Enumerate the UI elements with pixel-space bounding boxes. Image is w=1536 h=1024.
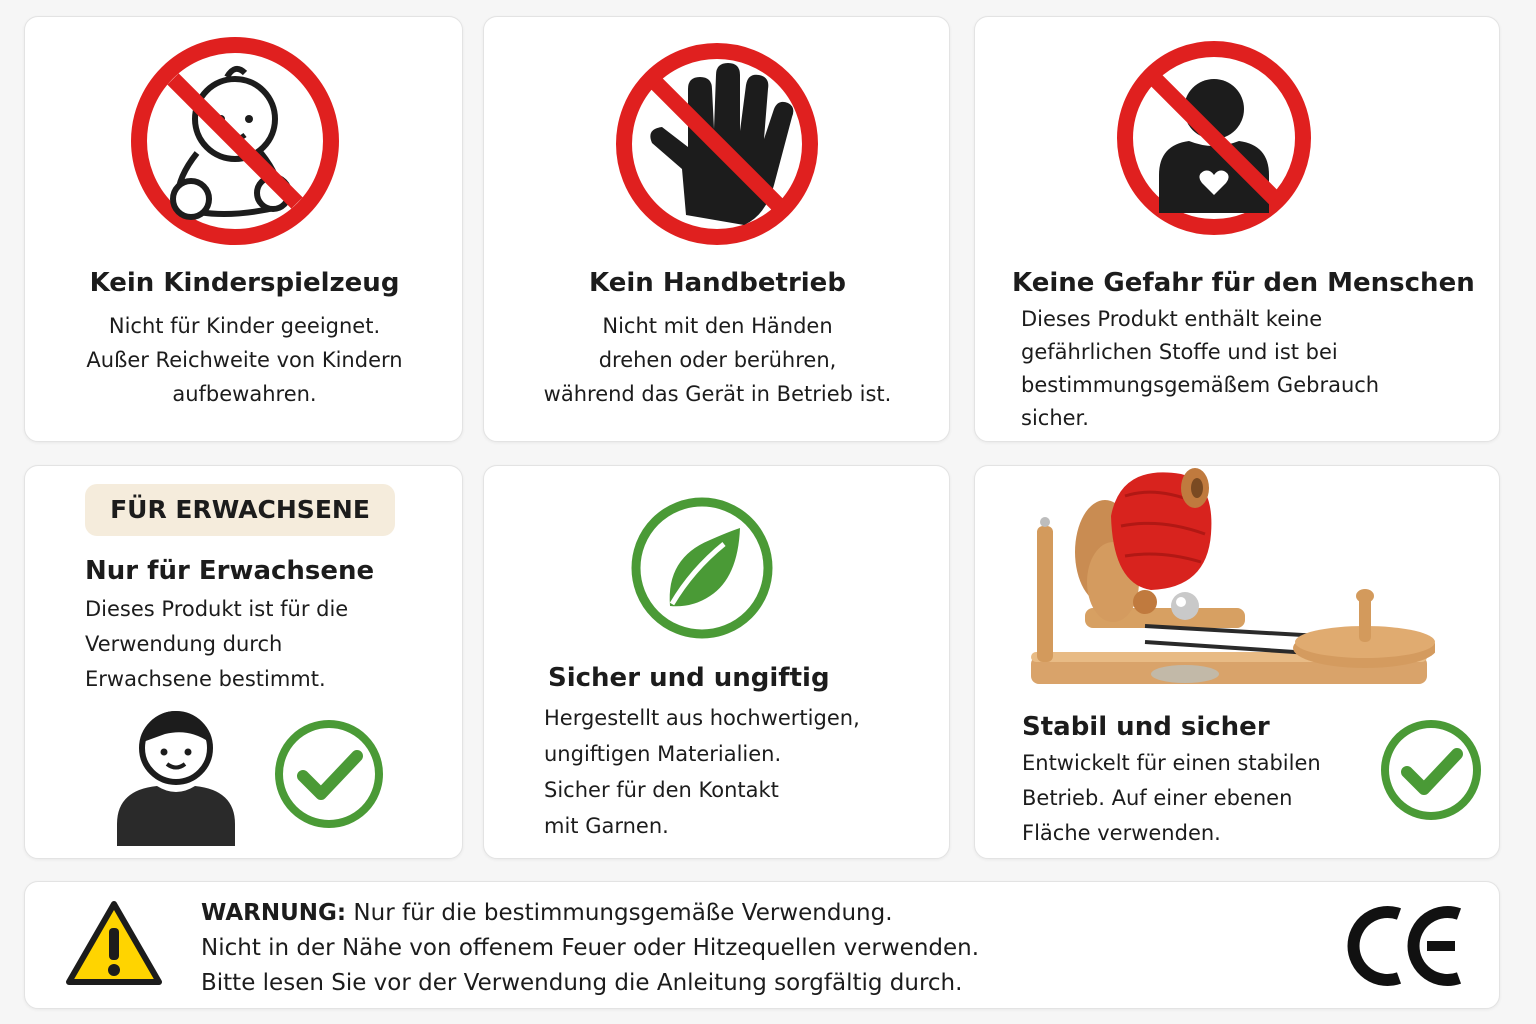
warning-triangle-icon xyxy=(63,898,165,988)
card-title: Kein Handbetrieb xyxy=(589,268,846,298)
card-line: gefährlichen Stoffe und ist bei xyxy=(1021,340,1338,364)
card-line: während das Gerät in Betrieb ist. xyxy=(543,382,892,406)
card-safe-nontoxic xyxy=(483,465,950,859)
no-hand-icon xyxy=(612,39,822,249)
card-title: Kein Kinderspielzeug xyxy=(89,268,400,298)
card-line: Fläche verwenden. xyxy=(1022,821,1221,845)
check-icon xyxy=(273,718,385,830)
card-line: Verwendung durch xyxy=(85,632,283,656)
card-description xyxy=(1021,303,1379,435)
warning-text xyxy=(201,896,979,1001)
card-stable-safe xyxy=(974,465,1500,859)
card-title: Keine Gefahr für den Menschen xyxy=(1012,268,1475,298)
card-line: Dieses Produkt enthält keine xyxy=(1021,307,1323,331)
card-line: Erwachsene bestimmt. xyxy=(85,667,326,691)
no-children-icon xyxy=(127,33,343,249)
card-line: Dieses Produkt ist für die xyxy=(85,597,349,621)
card-description xyxy=(1022,746,1321,851)
card-line: aufbewahren. xyxy=(172,382,317,406)
card-description xyxy=(484,309,951,411)
no-danger-person-icon xyxy=(1113,37,1315,239)
card-line: bestimmungsgemäßem Gebrauch xyxy=(1021,373,1380,397)
warning-line-1: Nur für die bestimmungsgemäße Verwendung. xyxy=(346,900,893,926)
card-description xyxy=(25,309,464,411)
ce-mark-icon xyxy=(1347,904,1467,992)
card-line: Außer Reichweite von Kindern xyxy=(86,348,403,372)
card-line: Betrieb. Auf einer ebenen xyxy=(1022,786,1293,810)
warning-bar xyxy=(24,881,1500,1009)
adults-badge: FÜR ERWACHSENE xyxy=(85,484,395,536)
card-line: Sicher für den Kontakt xyxy=(544,778,779,802)
warning-line-3: Bitte lesen Sie vor der Verwendung die Anleitung sorgfältig durch. xyxy=(201,970,963,996)
card-line: drehen oder berühren, xyxy=(598,348,837,372)
card-no-danger xyxy=(974,16,1500,442)
card-title: Nur für Erwachsene xyxy=(85,556,375,586)
card-line: Hergestellt aus hochwertigen, xyxy=(544,706,860,730)
card-line: Entwickelt für einen stabilen xyxy=(1022,751,1321,775)
warning-line-2: Nicht in der Nähe von offenem Feuer oder Hitzequellen verwenden. xyxy=(201,935,980,961)
card-line: Nicht mit den Händen xyxy=(602,314,833,338)
card-no-hand xyxy=(483,16,950,442)
card-title: Stabil und sicher xyxy=(1022,712,1270,742)
yarn-winder-image xyxy=(1025,456,1435,696)
leaf-icon xyxy=(628,494,776,642)
card-line: mit Garnen. xyxy=(544,814,669,838)
card-description xyxy=(544,700,860,844)
card-title: Sicher und ungiftig xyxy=(548,663,830,693)
card-line: sicher. xyxy=(1021,406,1089,430)
card-no-toy xyxy=(24,16,463,442)
card-description xyxy=(85,592,348,697)
adult-person-icon xyxy=(113,704,239,848)
check-icon xyxy=(1379,718,1483,822)
card-line: Nicht für Kinder geeignet. xyxy=(108,314,381,338)
card-adults-only xyxy=(24,465,463,859)
card-line: ungiftigen Materialien. xyxy=(544,742,782,766)
warning-label: WARNUNG: xyxy=(201,900,347,926)
